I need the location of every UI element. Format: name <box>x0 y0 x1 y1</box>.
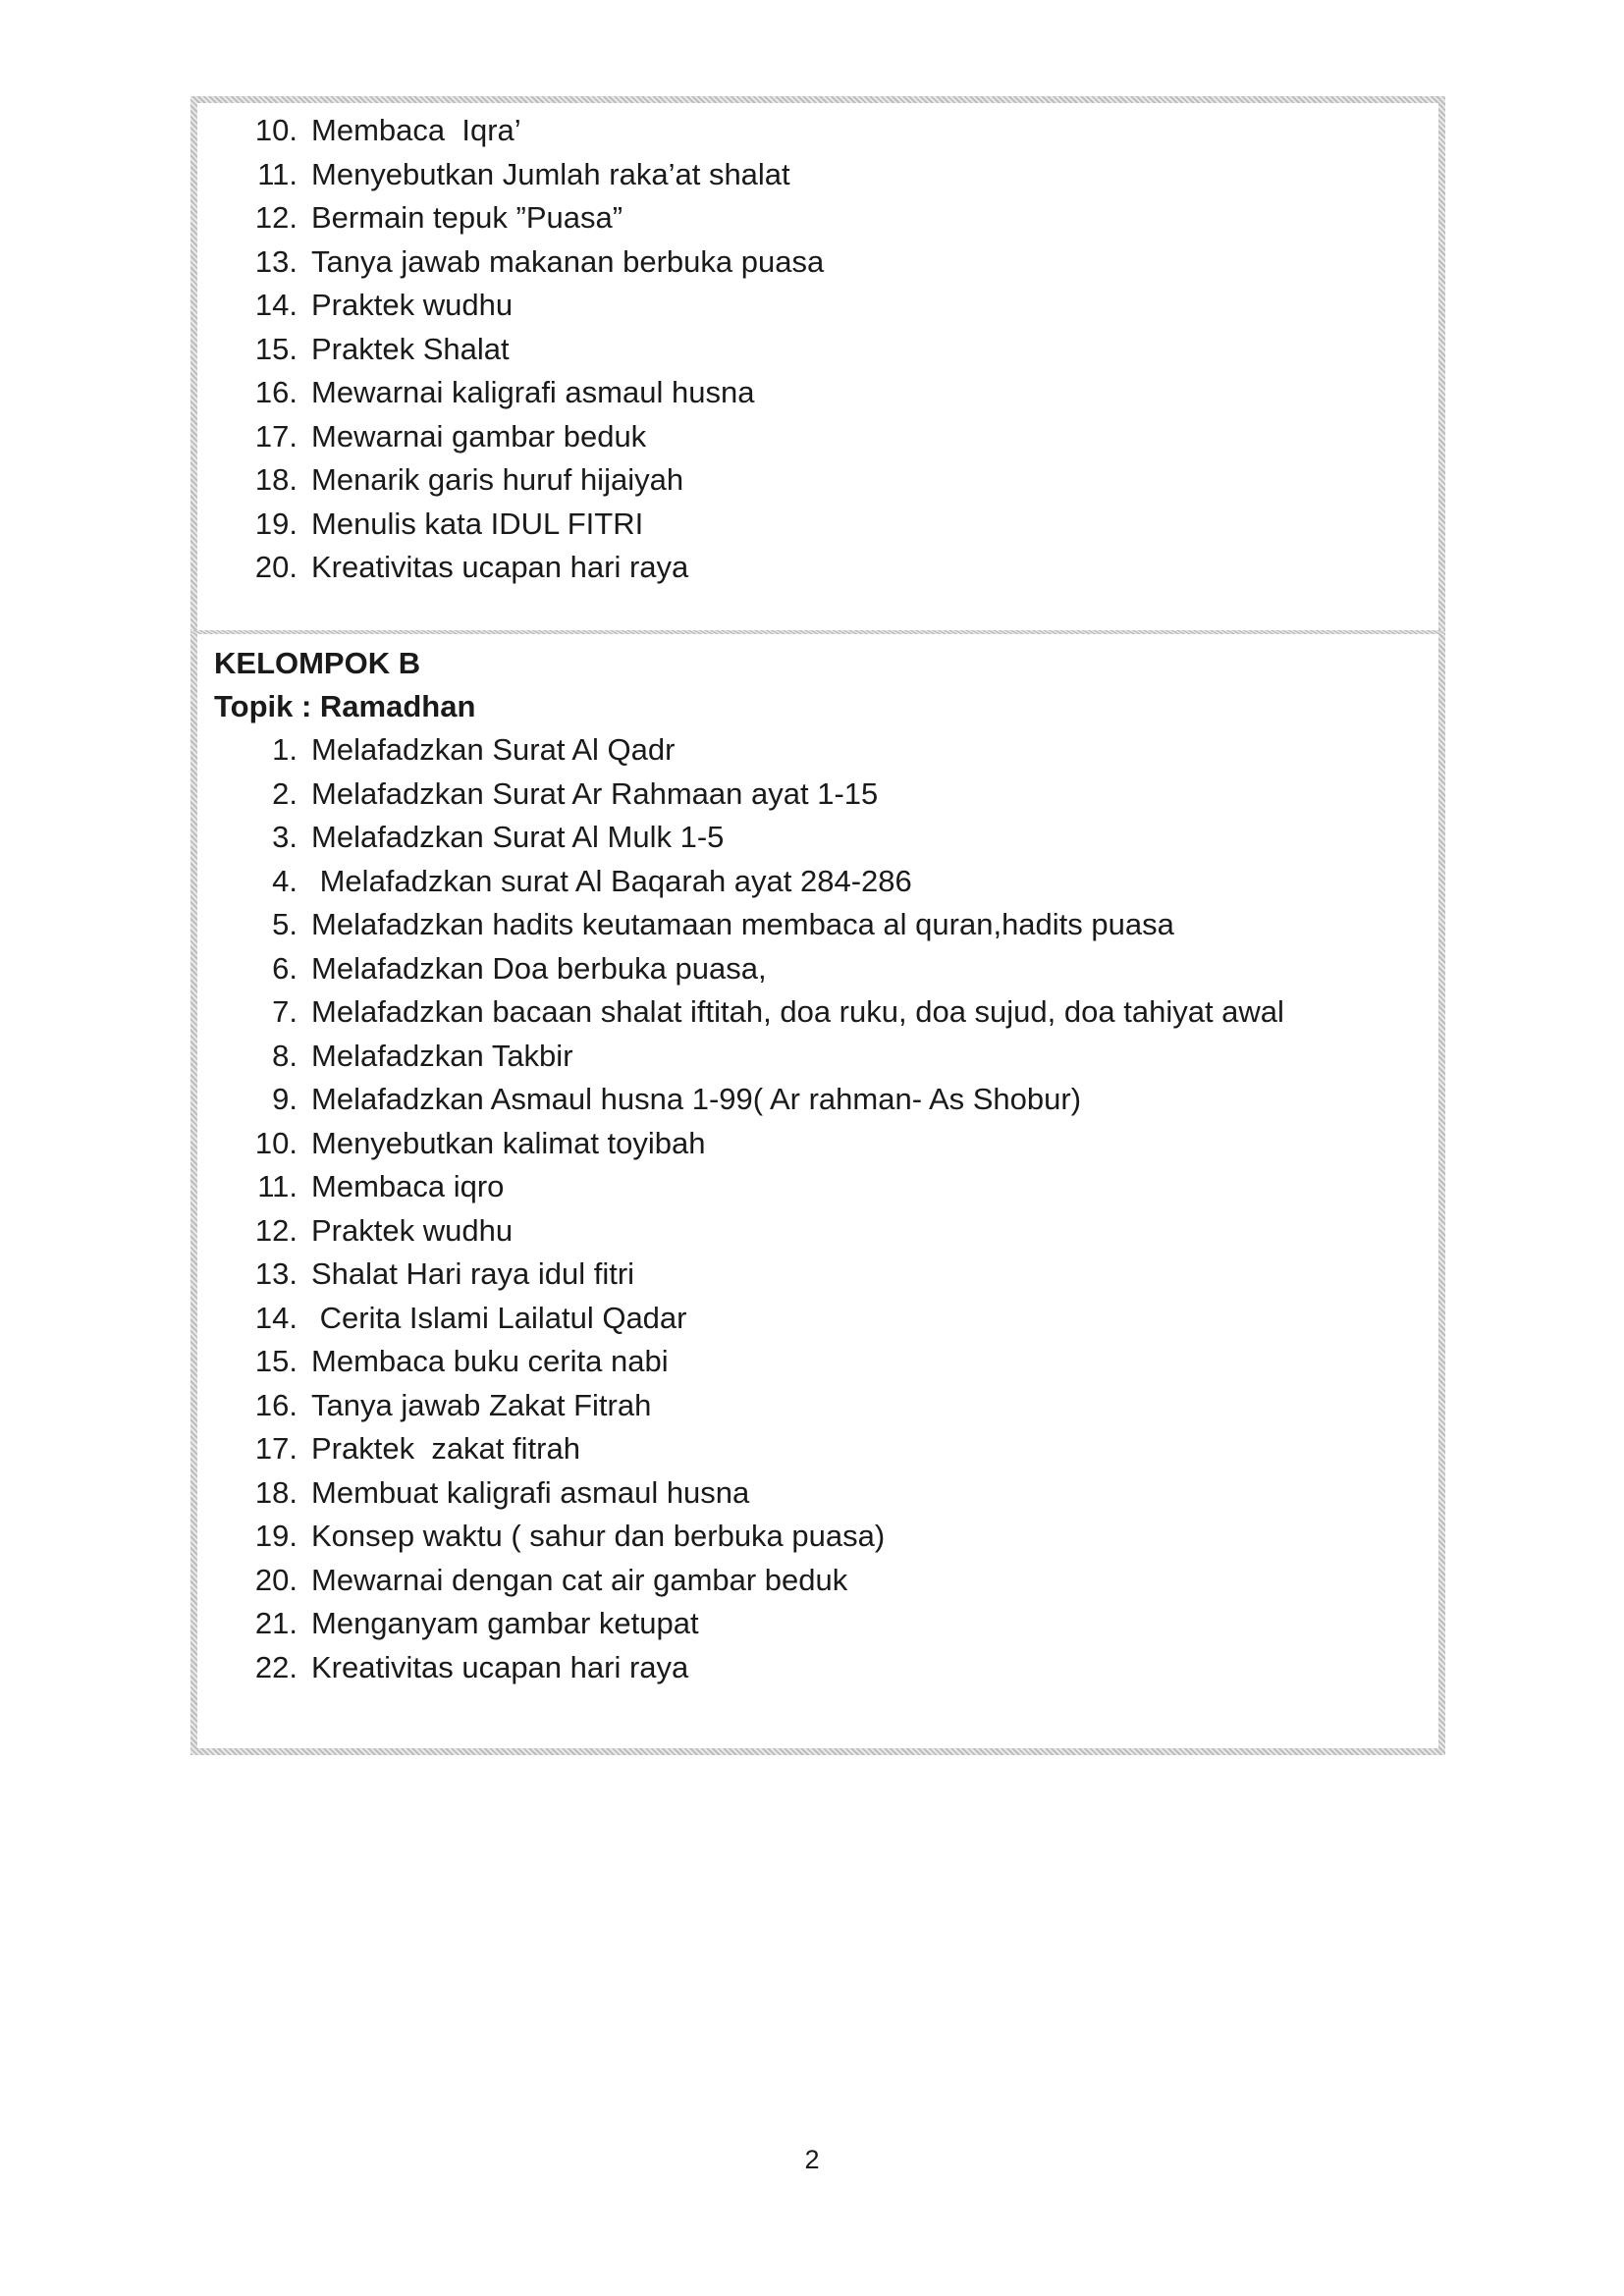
item-number: 13. <box>254 1256 298 1291</box>
list-item <box>237 415 824 459</box>
activity-list-b <box>237 728 1284 1689</box>
item-text: Mewarnai gambar beduk <box>311 418 647 454</box>
item-number: 11. <box>257 156 298 191</box>
page-number: 2 <box>804 2145 820 2174</box>
list-item <box>237 1209 1284 1254</box>
item-text: Mewarnai kaligrafi asmaul husna <box>311 375 755 409</box>
item-number: 2. <box>272 775 298 811</box>
list-item <box>237 109 824 153</box>
item-number: 1. <box>272 732 298 767</box>
list-item <box>237 1559 1284 1603</box>
list-item <box>237 1035 1284 1079</box>
activity-list-a <box>237 109 824 590</box>
item-text: Praktek zakat fitrah <box>311 1431 580 1466</box>
item-number: 13. <box>254 243 298 279</box>
list-item <box>237 1297 1284 1341</box>
item-text: Shalat Hari raya idul fitri <box>311 1256 635 1291</box>
item-number: 17. <box>254 1431 298 1466</box>
list-item <box>237 1515 1284 1559</box>
list-item <box>237 503 824 547</box>
item-number: 11. <box>257 1169 298 1203</box>
list-item <box>237 903 1284 947</box>
item-number: 18. <box>254 462 298 497</box>
item-number: 19. <box>254 1519 298 1553</box>
item-number: 7. <box>272 994 298 1029</box>
item-text: Menganyam gambar ketupat <box>311 1606 699 1640</box>
item-number: 10. <box>254 113 298 147</box>
item-number: 6. <box>272 950 298 986</box>
item-number: 12. <box>254 200 298 235</box>
list-item <box>237 728 1284 773</box>
item-text: Cerita Islami Lailatul Qadar <box>311 1300 687 1335</box>
list-item <box>237 371 824 415</box>
item-text: Melafadzkan surat Al Baqarah ayat 284-286 <box>311 863 912 898</box>
list-item <box>237 153 824 197</box>
list-item <box>237 1165 1284 1209</box>
list-item <box>237 1602 1284 1646</box>
item-number: 14. <box>254 1300 298 1335</box>
item-number: 12. <box>254 1212 298 1248</box>
item-number: 20. <box>254 550 298 584</box>
list-item <box>237 816 1284 860</box>
item-text: Mewarnai dengan cat air gambar beduk <box>311 1562 848 1597</box>
list-item <box>237 1427 1284 1471</box>
item-text: Praktek Shalat <box>311 331 510 366</box>
list-item <box>237 947 1284 991</box>
item-text: Melafadzkan Surat Ar Rahmaan ayat 1-15 <box>311 775 879 811</box>
item-text: Kreativitas ucapan hari raya <box>311 1649 689 1684</box>
list-item <box>237 1471 1284 1516</box>
list-item <box>237 990 1284 1035</box>
item-text: Melafadzkan Takbir <box>311 1038 573 1073</box>
list-item <box>237 196 824 240</box>
item-text: Melafadzkan bacaan shalat iftitah, doa ruku, doa sujud, doa tahiyat awal <box>311 994 1284 1029</box>
list-item <box>237 1384 1284 1428</box>
item-text: Melafadzkan hadits keutamaan membaca al quran,hadits puasa <box>311 907 1174 941</box>
list-item <box>237 458 824 503</box>
item-number: 8. <box>272 1038 298 1073</box>
item-text: Melafadzkan Surat Al Qadr <box>311 732 676 767</box>
item-text: Tanya jawab Zakat Fitrah <box>311 1387 652 1422</box>
item-text: Menarik garis huruf hijaiyah <box>311 462 684 497</box>
item-number: 14. <box>254 288 298 322</box>
list-item <box>237 860 1284 904</box>
item-text: Melafadzkan Doa berbuka puasa, <box>311 950 767 986</box>
group-title: KELOMPOK B <box>214 646 421 680</box>
topic-title: Topik : Ramadhan <box>214 689 476 723</box>
list-item <box>237 240 824 285</box>
item-text: Melafadzkan Asmaul husna 1-99( Ar rahman- As Shobur) <box>311 1082 1082 1116</box>
list-item <box>237 1078 1284 1122</box>
item-text: Konsep waktu ( sahur dan berbuka puasa) <box>311 1519 886 1553</box>
item-number: 16. <box>254 1387 298 1422</box>
item-number: 22. <box>254 1649 298 1684</box>
item-text: Menyebutkan kalimat toyibah <box>311 1125 706 1160</box>
list-item <box>237 1646 1284 1690</box>
item-number: 3. <box>272 820 298 854</box>
item-text: Kreativitas ucapan hari raya <box>311 550 689 584</box>
item-number: 19. <box>254 506 298 541</box>
item-number: 18. <box>254 1474 298 1510</box>
item-text: Menulis kata IDUL FITRI <box>311 506 644 541</box>
item-number: 5. <box>272 907 298 941</box>
item-text: Menyebutkan Jumlah raka’at shalat <box>311 156 790 191</box>
section-kelompok-b <box>190 630 1445 1755</box>
item-number: 21. <box>254 1606 298 1640</box>
list-item <box>237 1340 1284 1384</box>
item-text: Praktek wudhu <box>311 288 514 322</box>
item-text: Praktek wudhu <box>311 1212 514 1248</box>
page-frame <box>190 96 1445 1755</box>
item-number: 16. <box>254 375 298 409</box>
item-text: Melafadzkan Surat Al Mulk 1-5 <box>311 820 725 854</box>
list-item <box>237 546 824 590</box>
item-text: Membuat kaligrafi asmaul husna <box>311 1474 750 1510</box>
item-number: 15. <box>254 1344 298 1378</box>
item-text: Bermain tepuk ”Puasa” <box>311 200 623 235</box>
item-number: 9. <box>272 1082 298 1116</box>
item-number: 10. <box>254 1125 298 1160</box>
section-continued-list <box>190 96 1445 634</box>
list-item <box>237 1122 1284 1166</box>
item-number: 20. <box>254 1562 298 1597</box>
item-number: 4. <box>272 863 298 898</box>
item-text: Membaca Iqra’ <box>311 113 521 147</box>
list-item <box>237 328 824 372</box>
list-item <box>237 773 1284 817</box>
item-number: 15. <box>254 331 298 366</box>
list-item <box>237 1253 1284 1297</box>
item-text: Membaca buku cerita nabi <box>311 1344 669 1378</box>
list-item <box>237 284 824 328</box>
item-text: Membaca iqro <box>311 1169 505 1203</box>
item-text: Tanya jawab makanan berbuka puasa <box>311 243 825 279</box>
item-number: 17. <box>254 418 298 454</box>
